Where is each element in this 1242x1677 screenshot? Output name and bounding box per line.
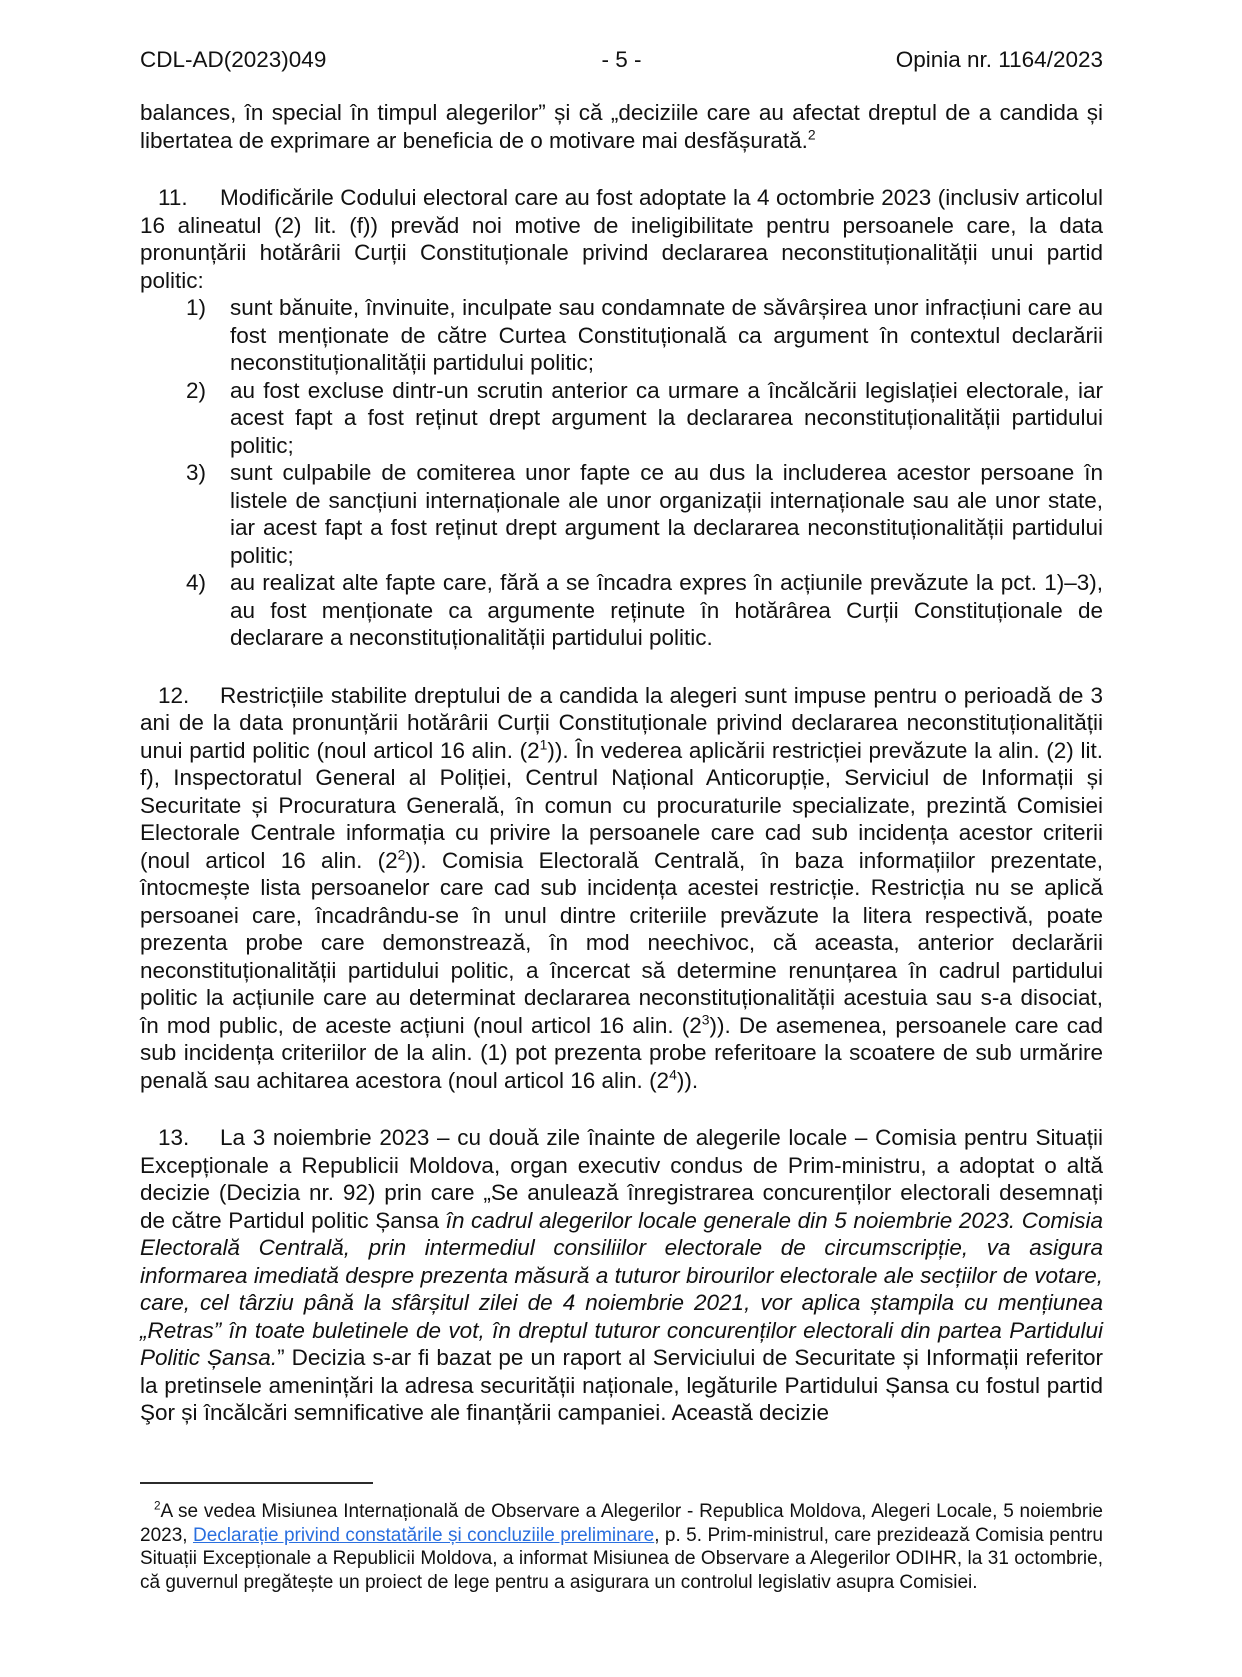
list-item [140, 459, 1103, 569]
list-item-marker: 2) [186, 377, 207, 403]
list-item [140, 294, 1103, 377]
superscript-alin-1: 1 [539, 736, 548, 752]
footnote-text: A se vedea Misiunea Internațională de Observare a Alegerilor - Republica Moldova, Alegeri Locale, 5 noiembrie 2023, [140, 1501, 1103, 1546]
footnote-text: , p. 5. Prim-ministrul, care prezidează Comisia pentru Situații Excepționale a Republicii Moldova, a informat Misiunea de Observare a Alegerilor ODIHR, la 31 octombrie, că guvernul pregătește un proiect de lege pentru a asigurara un controlul legislativ asupra Comisiei. [140, 1524, 1103, 1593]
intro-text: balances, în special în timpul alegerilor” și că „deciziile care au afectat dreptul de a candida și libertatea de exprimare ar beneficia de o motivare mai desfășurată. [140, 100, 1103, 153]
list-item-text: sunt bănuite, învinuite, inculpate sau condamnate de săvârșirea unor infracțiuni care au fost menționate de către Curtea Constituțională ca argument în contextul declarării neconstituționalității partidului politic; [230, 295, 1103, 375]
paragraph-13-text: ” Decizia s-ar fi bazat pe un raport al Serviciului de Securitate și Informații referitor la pretinsele amenințări la adresa securității naționale, legăturile Partidului Șansa cu fostul partid Şor și încălcări semnificative ale finanțării campaniei. Această decizie [140, 1345, 1103, 1425]
header-doc-reference: CDL-AD(2023)049 [140, 47, 327, 72]
paragraph-12-text: Restricțiile stabilite dreptului de a candida la alegeri sunt impuse pentru o perioadă de 3 ani de la data pronunțării hotărârii Curții Constituționale privind declararea neconstituționalității unui partid politic (noul articol 16 alin. (2 [140, 682, 1103, 763]
document-body [140, 99, 1103, 1427]
list-item [140, 377, 1103, 460]
paragraph-13 [140, 1124, 1103, 1427]
page-header [140, 46, 1103, 74]
list-item-marker: 1) [186, 295, 207, 320]
paragraph-11-list [140, 294, 1103, 652]
superscript-alin-2: 2 [397, 846, 406, 862]
paragraph-13-number: 13. [158, 1125, 190, 1150]
superscript-alin-3: 3 [701, 1011, 710, 1027]
paragraph-11-text: Modificările Codului electoral care au fost adoptate la 4 octombrie 2023 (inclusiv articolul 16 alineatul (2) lit. (f)) prevăd noi motive de ineligibilitate pentru persoanele care, la data pronunțării hotărârii Curții Constituționale privind declararea neconstituționalității unui partid politic: [140, 185, 1103, 293]
list-item-marker: 3) [186, 460, 207, 485]
footnote-area [140, 1482, 1103, 1594]
list-item [140, 569, 1103, 652]
list-item-marker: 4) [186, 570, 207, 595]
list-item-text: au realizat alte fapte care, fără a se încadra expres în acțiunile prevăzute la pct. 1)–3), au fost menționate ca argumente reținute în hotărârea Curții Constituționale de declarare a neconstituționalității partidului politic. [230, 570, 1103, 650]
list-item-text: au fost excluse dintr-un scrutin anterior ca urmare a încălcării legislației electorale, iar acest fapt a fost reținut drept argument la declararea neconstituționalității partidului politic; [230, 377, 1103, 458]
paragraph-12 [140, 682, 1103, 1095]
paragraph-12-text: )). Comisia Electorală Centrală, în baza informațiilor prezentate, întocmește lista persoanelor care cad sub incidența acestei restricție. Restricția nu se aplică persoanei care, încadrându-se în unul dintre criteriile prevăzute la litera respectivă, poate prezenta probe care demonstrează, în mod neechivoc, că aceasta, anterior declarării neconstituționalității partidului politic, a încercat să determine renunțarea în cadrul partidului politic la acțiunile care au determinat declararea neconstituționalității acestuia sau s-a disociat, în mod public, de aceste acțiuni (noul articol 16 alin. (2 [140, 847, 1103, 1038]
footnote-hyperlink[interactable]: Declarație privind constatările și concluziile preliminare [192, 1524, 655, 1546]
footnote-number: 2 [154, 1499, 161, 1513]
header-opinion-reference: Opinia nr. 1164/2023 [895, 47, 1103, 72]
paragraph-12-text: )). În vederea aplicării restricției prevăzute la alin. (2) lit. f), Inspectoratul General al Poliției, Centrul Național Anticorupție, Serviciul de Informații și Securitate și Procuratura Generală, în comun cu procuraturile specializate, prezintă Comisiei Electorale Centrale informația cu privire la persoanele care cad sub incidența acestor criterii (noul articol 16 alin. (2 [140, 737, 1103, 873]
footnote-reference-marker[interactable]: 2 [807, 126, 816, 142]
superscript-alin-4: 4 [669, 1066, 677, 1082]
intro-paragraph [140, 99, 1103, 154]
paragraph-11 [140, 184, 1103, 294]
footnote-2 [140, 1500, 1103, 1594]
paragraph-12-number: 12. [158, 682, 190, 708]
header-page-number: - 5 - [601, 47, 642, 72]
paragraph-12-text: )). [676, 1067, 699, 1093]
list-item-text: sunt culpabile de comiterea unor fapte ce au dus la includerea acestor persoane în listele de sancțiuni internaționale ale unor organizații internaționale sau ale unor state, iar acest fapt a fost reținut drept argument la declararea neconstituționalității partidului politic; [230, 460, 1103, 568]
paragraph-12-text: )). De asemenea, persoanele care cad sub incidența criteriilor de la alin. (1) pot prezenta probe referitoare la scoatere de sub urmărire penală sau achitarea acestora (noul articol 16 alin. (2 [140, 1012, 1103, 1093]
paragraph-13-quoted-decision-text: în cadrul alegerilor locale generale din 5 noiembrie 2023. Comisia Electorală Centrală, prin intermediul consiliilor electorale de circumscripție, va asigura informarea imediată despre prezenta măsură a tuturor birourilor electorale ale secțiilor de votare, care, cel târziu până la sfârșitul zilei de 4 noiembrie 2021, vor aplica ștampila cu mențiunea „Retras” în toate buletinele de vot, în dreptul tuturor concurenților electorali din partea Partidului Politic Șansa. [140, 1207, 1103, 1370]
footnote-separator-line [140, 1482, 373, 1484]
paragraph-11-number: 11. [158, 185, 188, 210]
paragraph-13-text: La 3 noiembrie 2023 – cu două zile înainte de alegerile locale – Comisia pentru Situații Excepționale a Republicii Moldova, organ executiv condus de Prim-ministru, a adoptat o altă decizie (Decizia nr. 92) prin care „Se anulează înregistrarea concurenților electorali desemnați de către Partidul politic Șansa [140, 1125, 1103, 1233]
